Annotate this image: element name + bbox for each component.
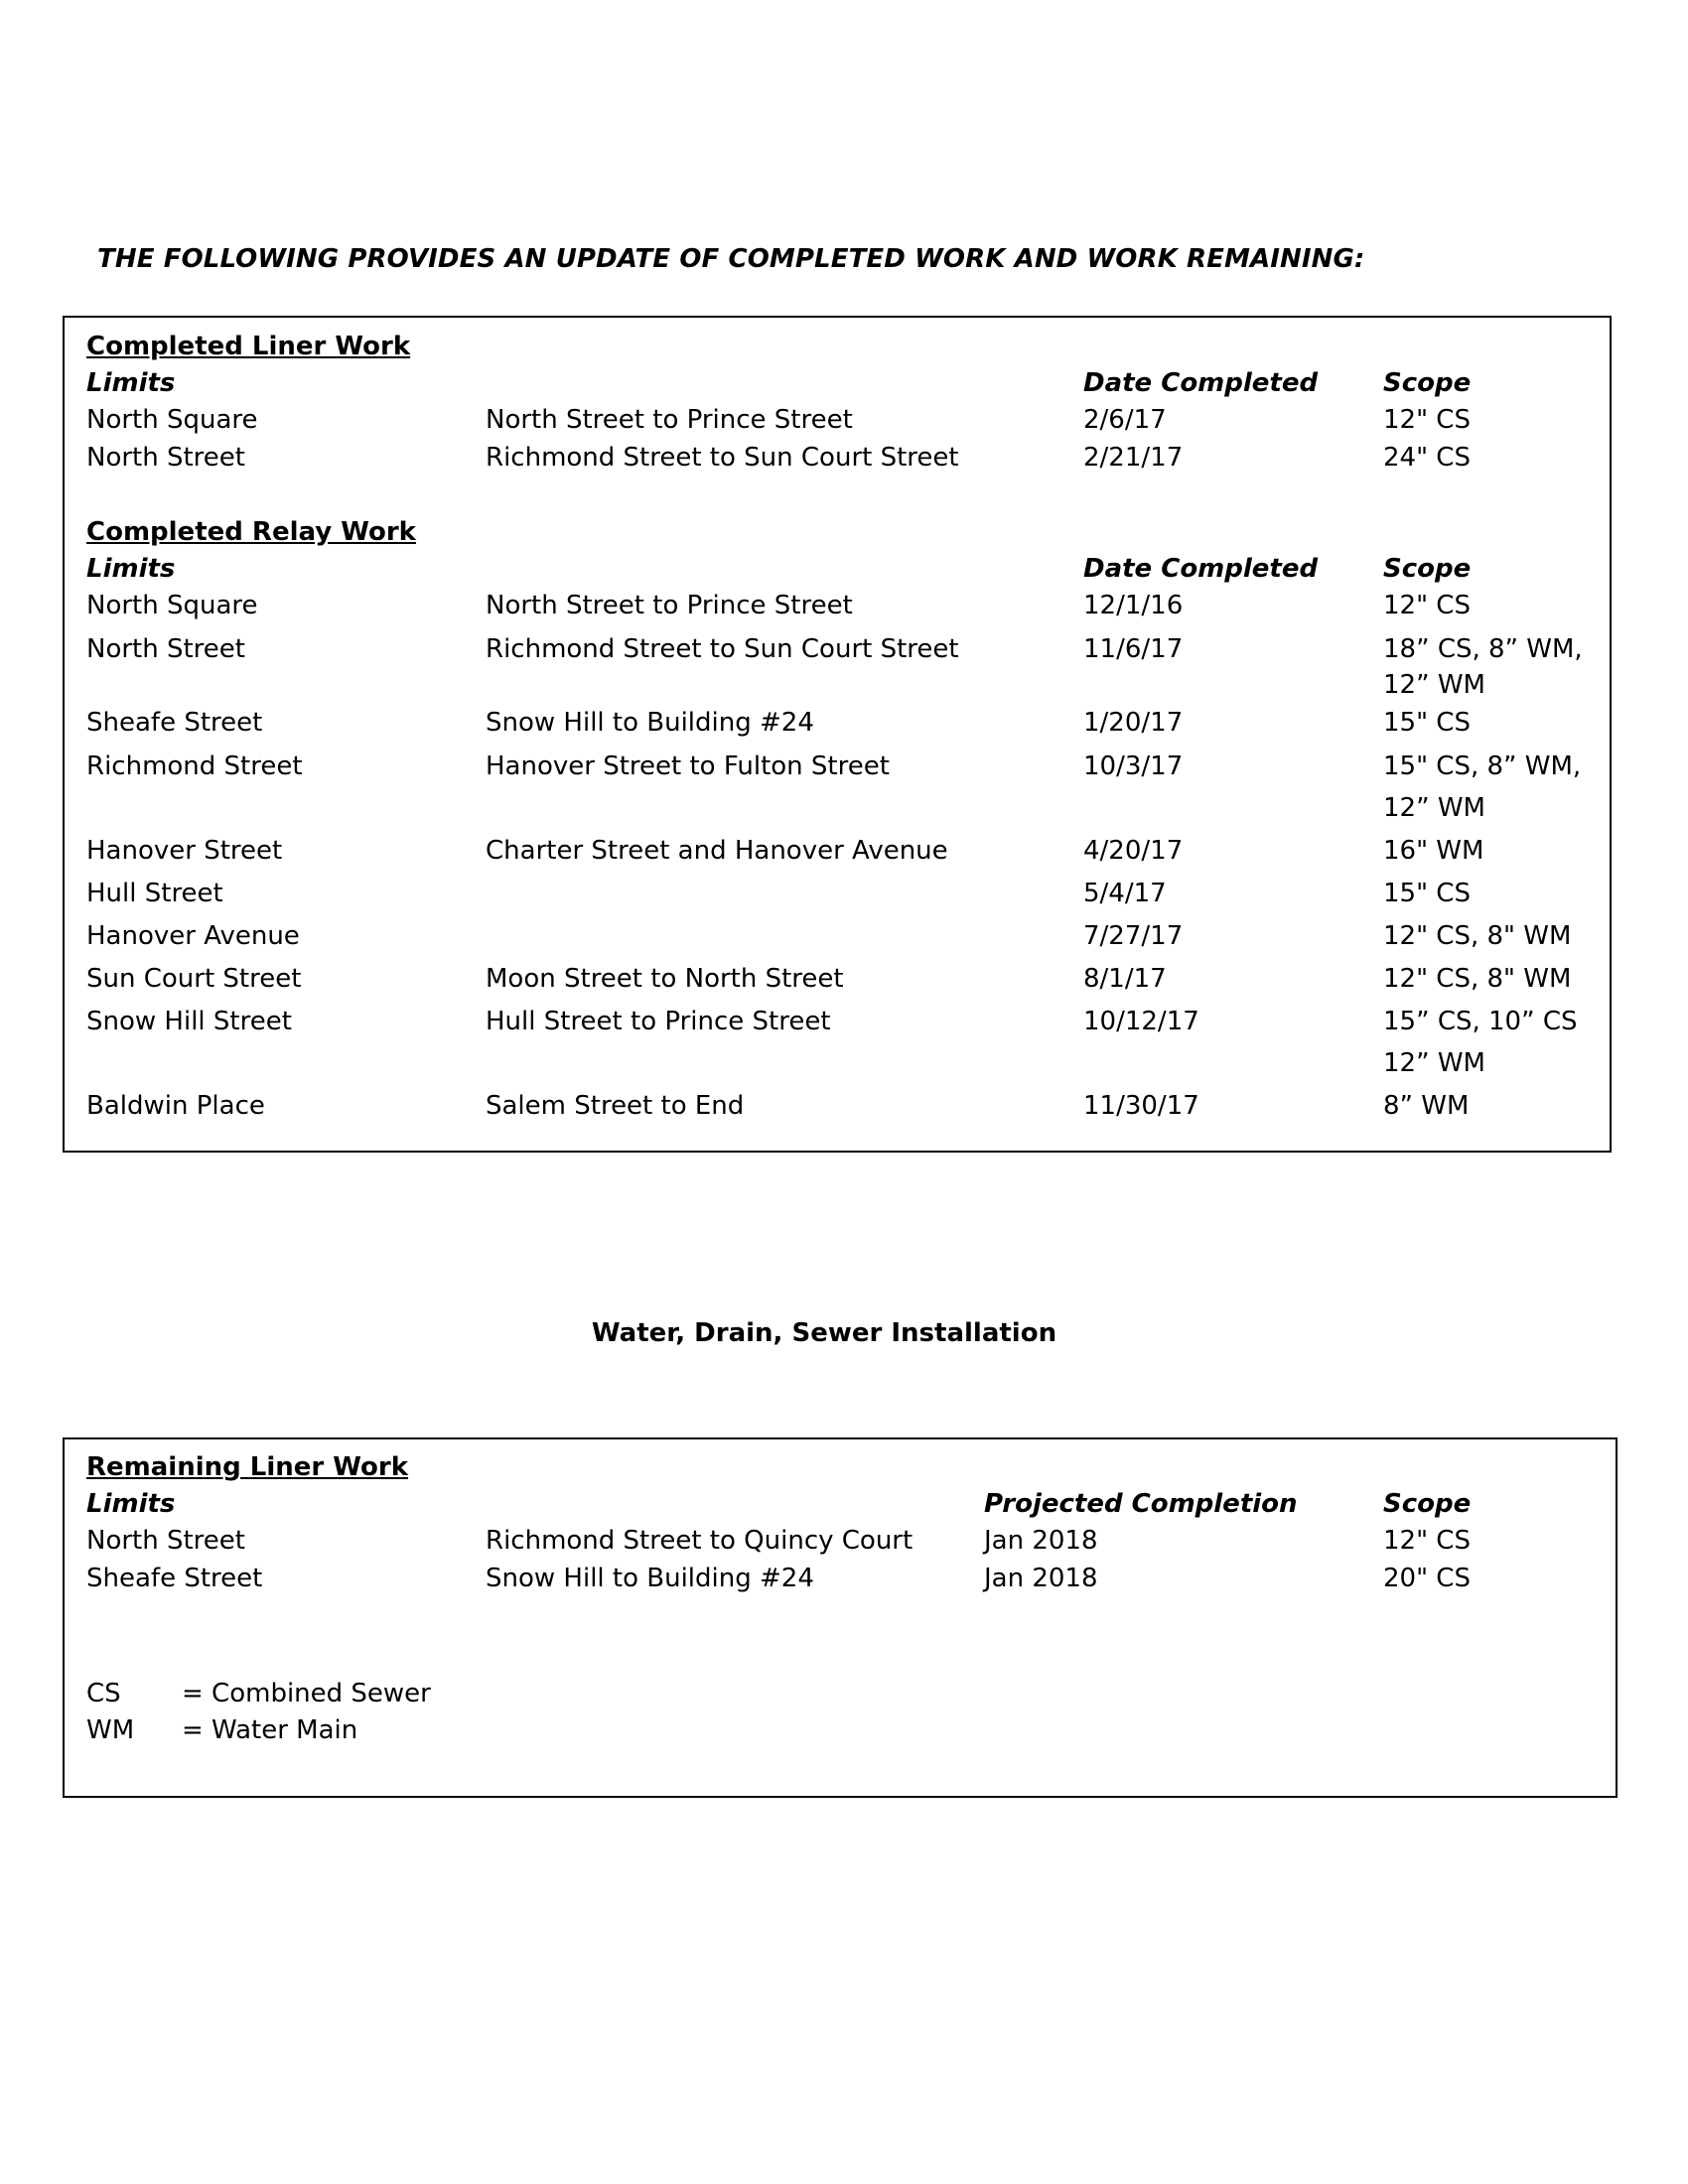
- column-header-scope: Scope: [1383, 368, 1472, 398]
- row-street: Sun Court Street: [86, 964, 302, 994]
- row-scope: 15" CS, 8” WM,: [1383, 751, 1582, 781]
- column-header-scope: Scope: [1383, 1489, 1472, 1519]
- legend-meaning: = Water Main: [182, 1715, 358, 1745]
- row-extent: Charter Street and Hanover Avenue: [486, 836, 948, 866]
- row-scope: 15" CS: [1383, 708, 1471, 738]
- row-scope: 8” WM: [1383, 1091, 1470, 1121]
- row-scope: 12" CS: [1383, 1526, 1471, 1556]
- page-heading: THE FOLLOWING PROVIDES AN UPDATE OF COMPLETED WORK AND WORK REMAINING:: [97, 244, 1365, 274]
- row-street: Snow Hill Street: [86, 1007, 292, 1036]
- row-scope: 12” WM: [1383, 793, 1485, 823]
- row-scope: 12" CS, 8" WM: [1383, 921, 1572, 951]
- section-title-remaining-liner: Remaining Liner Work: [86, 1452, 409, 1482]
- section-title-completed-liner: Completed Liner Work: [86, 332, 411, 361]
- row-scope: 18” CS, 8” WM,: [1383, 634, 1583, 664]
- row-date: 7/27/17: [1083, 921, 1184, 951]
- column-header-limits: Limits: [86, 554, 176, 584]
- row-scope: 12" CS, 8" WM: [1383, 964, 1572, 994]
- row-date: 10/3/17: [1083, 751, 1184, 781]
- section-title-installation: Water, Drain, Sewer Installation: [591, 1318, 1057, 1348]
- legend-meaning: = Combined Sewer: [182, 1679, 431, 1708]
- row-date: Jan 2018: [984, 1564, 1098, 1593]
- row-street: Hanover Avenue: [86, 921, 300, 951]
- row-street: North Street: [86, 443, 245, 473]
- row-extent: Moon Street to North Street: [486, 964, 844, 994]
- row-street: North Street: [86, 634, 245, 664]
- row-date: 2/6/17: [1083, 405, 1167, 435]
- row-extent: Snow Hill to Building #24: [486, 708, 814, 738]
- column-header-date: Date Completed: [1083, 368, 1319, 398]
- row-street: North Square: [86, 405, 258, 435]
- row-date: Jan 2018: [984, 1526, 1098, 1556]
- row-scope: 15" CS: [1383, 879, 1471, 908]
- column-header-limits: Limits: [86, 1489, 176, 1519]
- row-extent: Richmond Street to Sun Court Street: [486, 443, 959, 473]
- row-date: 11/30/17: [1083, 1091, 1199, 1121]
- row-extent: North Street to Prince Street: [486, 591, 853, 620]
- row-street: Sheafe Street: [86, 1564, 263, 1593]
- row-date: 4/20/17: [1083, 836, 1184, 866]
- row-street: Sheafe Street: [86, 708, 263, 738]
- row-scope: 12" CS: [1383, 405, 1471, 435]
- row-extent: Snow Hill to Building #24: [486, 1564, 814, 1593]
- column-header-scope: Scope: [1383, 554, 1472, 584]
- row-date: 12/1/16: [1083, 591, 1184, 620]
- row-extent: Richmond Street to Sun Court Street: [486, 634, 959, 664]
- row-date: 5/4/17: [1083, 879, 1167, 908]
- row-date: 11/6/17: [1083, 634, 1184, 664]
- row-date: 1/20/17: [1083, 708, 1184, 738]
- row-scope: 24" CS: [1383, 443, 1471, 473]
- row-scope: 12" CS: [1383, 591, 1471, 620]
- row-street: Baldwin Place: [86, 1091, 265, 1121]
- row-street: North Street: [86, 1526, 245, 1556]
- column-header-limits: Limits: [86, 368, 176, 398]
- legend-abbreviation: WM: [86, 1715, 135, 1745]
- row-extent: Hull Street to Prince Street: [486, 1007, 831, 1036]
- row-extent: Hanover Street to Fulton Street: [486, 751, 890, 781]
- row-street: Richmond Street: [86, 751, 303, 781]
- row-street: Hanover Street: [86, 836, 283, 866]
- row-scope: 12” WM: [1383, 670, 1485, 700]
- row-date: 8/1/17: [1083, 964, 1167, 994]
- column-header-projected: Projected Completion: [984, 1489, 1298, 1519]
- row-scope: 16" WM: [1383, 836, 1484, 866]
- row-scope: 20" CS: [1383, 1564, 1471, 1593]
- column-header-date: Date Completed: [1083, 554, 1319, 584]
- row-scope: 12” WM: [1383, 1048, 1485, 1078]
- row-date: 2/21/17: [1083, 443, 1184, 473]
- row-extent: Richmond Street to Quincy Court: [486, 1526, 914, 1556]
- section-title-completed-relay: Completed Relay Work: [86, 517, 416, 547]
- row-scope: 15” CS, 10” CS: [1383, 1007, 1578, 1036]
- row-street: Hull Street: [86, 879, 223, 908]
- row-extent: Salem Street to End: [486, 1091, 745, 1121]
- row-date: 10/12/17: [1083, 1007, 1199, 1036]
- legend-abbreviation: CS: [86, 1679, 121, 1708]
- row-street: North Square: [86, 591, 258, 620]
- row-extent: North Street to Prince Street: [486, 405, 853, 435]
